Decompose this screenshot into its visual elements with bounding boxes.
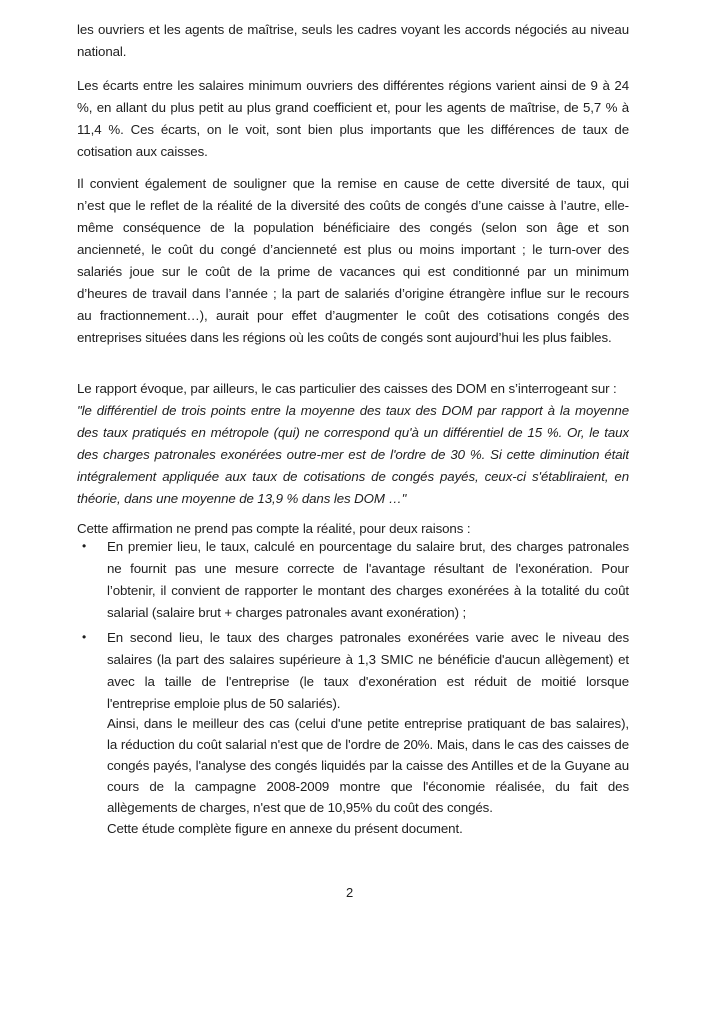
bullet-icon: • [82, 539, 87, 553]
bullet2-line: salaires (la part des salaires supérieure à 1,3 SMIC ne bénéficie d'aucun allègement) et [107, 652, 629, 667]
bullet1-line: En premier lieu, le taux, calculé en pourcentage du salaire brut, des charges patronales [107, 539, 629, 554]
para3-line: n’est que le reflet de la réalité de la diversité des coûts de congés d’une caisse à l’autre, elle- [77, 198, 629, 213]
quote-line: intégralement appliquée aux taux de cotisations de congés payés, ceux-ci s'établiraient, en [77, 469, 629, 484]
para1-line: national. [77, 44, 127, 59]
para3-line: au fractionnement…), aurait pour effet d’augmenter le coût des cotisations congés des [77, 308, 629, 323]
bullet1-line: l’obtenir, il convient de rapporter le montant des charges exonérées à la totalité du coût [107, 583, 629, 598]
bullet2-line: cours de la campagne 2008-2009 montre que l'économie réalisée, du fait des [107, 779, 629, 794]
bullet-icon: • [82, 630, 87, 644]
para2-line: %, en allant du plus petit au plus grand coefficient et, pour les agents de maîtrise, de 5,7 % à [77, 100, 629, 115]
para3-line: entreprises situées dans les régions où les coûts de congés sont aujourd’hui les plus faibles. [77, 330, 612, 345]
quote-line: des charges patronales exonérées outre-mer est de l'ordre de 30 %. Si cette diminution était [77, 447, 629, 462]
quote-line: théorie, dans une moyenne de 13,9 % dans les DOM …" [77, 491, 407, 506]
para2-line: 11,4 %. Ces écarts, on le voit, sont bien plus importants que les différences de taux de [77, 122, 629, 137]
quote-line: des taux pratiqués en métropole (qui) ne correspond qu'à un différentiel de 15 %. Or, le taux [77, 425, 629, 440]
bullet2-line: En second lieu, le taux des charges patronales exonérées varie avec le niveau des [107, 630, 629, 645]
bullet2-line: Ainsi, dans le meilleur des cas (celui d'une petite entreprise pratiquant de bas salaires), [107, 716, 629, 731]
para3-line: Il convient également de souligner que la remise en cause de cette diversité de taux, qui [77, 176, 629, 191]
bullet2-line: Cette étude complète figure en annexe du présent document. [107, 821, 463, 836]
para3-line: salariés joue sur le coût de la prime de vacances qui est conditionné par un minimum [77, 264, 629, 279]
bullet1-line: salarial (salaire brut + charges patronales avant exonération) ; [107, 605, 467, 620]
bullet2-line: allègements de charges, n'est que de 10,95% du coût des congés. [107, 800, 493, 815]
para1-line: les ouvriers et les agents de maîtrise, seuls les cadres voyant les accords négociés au niveau [77, 22, 629, 37]
page-number: 2 [346, 885, 354, 900]
bullet2-line: la réduction du coût salarial n'est que de l'ordre de 20%. Mais, dans le cas des caisses de [107, 737, 629, 752]
para3-line: même conséquence de la population bénéficiaire des congés (selon son âge et son [77, 220, 629, 235]
bullet2-line: l'entreprise emploie plus de 50 salariés). [107, 696, 341, 711]
bullet2-line: congés payés, l'analyse des congés liquidés par la caisse des Antilles et de la Guyane au [107, 758, 629, 773]
bullet1-line: ne fournit pas une mesure correcte de l'avantage résultant de l'exonération. Pour [107, 561, 629, 576]
para4-intro: Le rapport évoque, par ailleurs, le cas particulier des caisses des DOM en s’interrogeant sur : [77, 381, 617, 396]
para2-line: Les écarts entre les salaires minimum ouvriers des différentes régions varient ainsi de 9 à 24 [77, 78, 629, 93]
para5-text: Cette affirmation ne prend pas compte la réalité, pour deux raisons : [77, 521, 471, 536]
para3-line: d’heures de travail dans l’année ; la part de salariés d’origine étrangère influe sur le recours [77, 286, 629, 301]
bullet2-line: avec la taille de l'entreprise (le taux d'exonération est réduit de moitié lorsque [107, 674, 629, 689]
para2-line: cotisation aux caisses. [77, 144, 208, 159]
quote-line: "le différentiel de trois points entre la moyenne des taux des DOM par rapport à la moyenne [77, 403, 629, 418]
para3-line: ancienneté, le coût du congé d’ancienneté est plus ou moins important ; le turn-over des [77, 242, 629, 257]
